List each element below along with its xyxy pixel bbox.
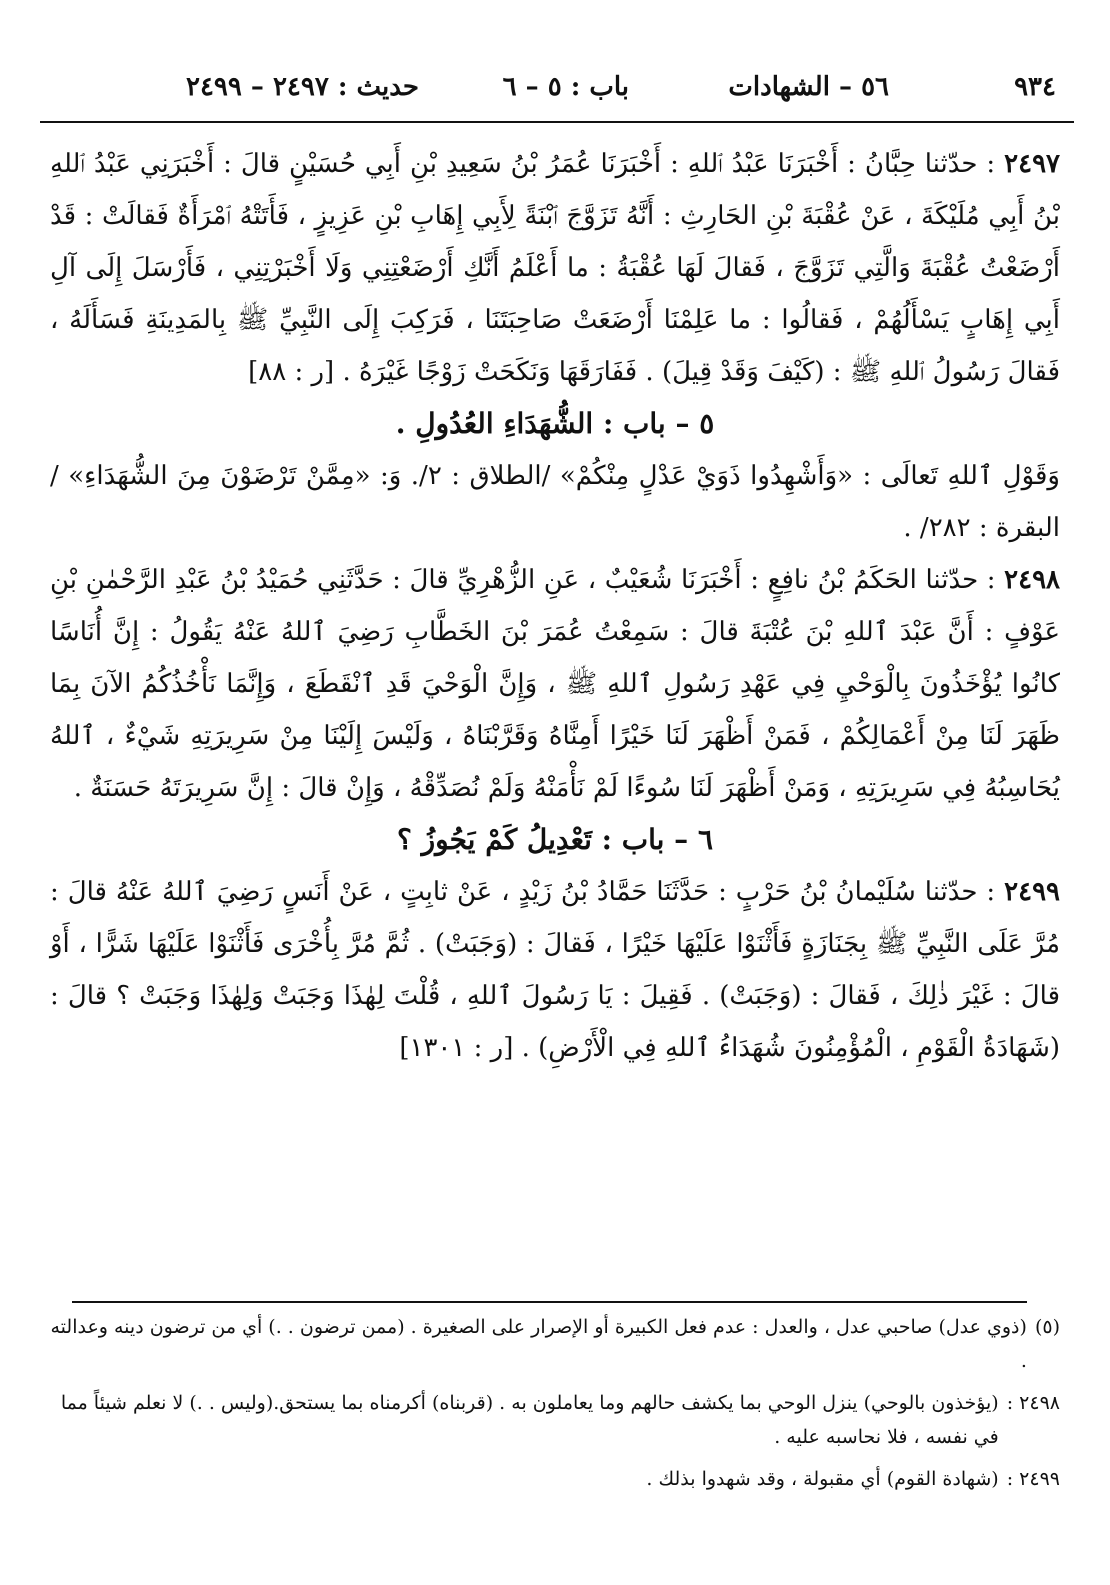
footnote-ref: ٢٤٩٩ : [1006, 1468, 1060, 1490]
running-header [40, 72, 1074, 112]
hadith-text: حدّثنا سُلَيْمانُ بْنُ حَرْبٍ : حَدَّثَنَا حَمَّادُ بْنُ زَيْدٍ ، عَنْ ثابِتٍ ، عَنْ أَنَسٍ رَضِيَ ٱللهُ عَنْهُ قالَ : مُرَّ عَلَى النَّبِيِّ ﷺ بِجَنَازَةٍ فَأَثْنَوْا عَلَيْهَا خَيْرًا ، فَقالَ : (وَجَبَتْ) . ثُمَّ مُرَّ بِأُخْرَى فَأَثْنَوْا عَلَيْهَا شَرًّا ، أَوْ قالَ : غَيْرَ ذٰلِكَ ، فَقالَ : (وَجَبَتْ) . فَقِيلَ : يَا رَسُولَ ٱللهِ ، قُلْتَ لِهٰذَا وَجَبَتْ وَلِهٰذَا وَجَبَتْ ؟ قالَ : (شَهَادَةُ الْقَوْمِ ، الْمُؤْمِنُونَ شُهَدَاءُ ٱللهِ فِي الْأَرْضِ) . [ر : ١٣٠١] [50, 877, 1060, 1063]
chapter-5-text: وَقَوْلِ ٱللهِ تَعالَى : «وَأَشْهِدُوا ذَوَيْ عَدْلٍ مِنْكُمْ» /الطلاق : ٢/. وَ: «مِمَّنْ تَرْضَوْنَ مِنَ الشُّهَدَاءِ» /البقرة : ٢٨٢/ . [50, 461, 1060, 543]
footnote-ref: (٥) [1034, 1316, 1060, 1338]
chapter-range: باب : ٥ – ٦ [502, 72, 629, 102]
hadith-range: حديث : ٢٤٩٧ – ٢٤٩٩ [185, 72, 419, 102]
header-rule [40, 121, 1074, 123]
footnote-5 [50, 1310, 1060, 1378]
hadith-separator: : [978, 565, 996, 595]
hadith-text: حدّثنا حِبَّانُ : أَخْبَرَنَا عَبْدُ ٱللهِ : أَخْبَرَنَا عُمَرُ بْنُ سَعِيدِ بْنِ أَبِي حُسَيْنٍ قالَ : أَخْبَرَنِي عَبْدُ ٱللهِ بْنُ أَبِي مُلَيْكَةَ ، عَنْ عُقْبَةَ بْنِ الحَارِثِ : أَنَّهُ تَزَوَّجَ ٱبْنَةً لِأَبِي إِهَابِ بْنِ عَزِيزٍ ، فَأَتَتْهُ ٱمْرَأَةٌ فَقالَتْ : قَدْ أَرْضَعْتُ عُقْبَةَ وَالَّتِي تَزَوَّجَ ، فَقالَ لَهَا عُقْبَةُ : ما أَعْلَمُ أَنَّكِ أَرْضَعْتِنِي وَلَا أَخْبَرْتِنِي ، فَأَرْسَلَ إِلَى آلِ أَبِي إِهَابٍ يَسْأَلُهُمْ ، فَقالُوا : ما عَلِمْنَا أَرْضَعَتْ صَاحِبَتَنَا ، فَرَكِبَ إِلَى النَّبِيِّ ﷺ بِالمَدِينَةِ فَسَأَلَهُ ، فَقالَ رَسُولُ ٱللهِ ﷺ : (كَيْفَ وَقَدْ قِيلَ) . فَفَارَقَهَا وَنَكَحَتْ زَوْجًا غَيْرَهُ . [ر : ٨٨] [50, 149, 1060, 387]
footnote-rule [72, 1301, 1027, 1303]
hadith-2497 [50, 138, 1060, 398]
main-text [50, 138, 1060, 1074]
footnote-2499 [50, 1462, 1060, 1496]
footnote-ref: ٢٤٩٨ : [1006, 1392, 1060, 1414]
chapter-heading-5: ٥ – باب : الشُّهَدَاءِ العُدُولِ . [395, 407, 715, 440]
hadith-number: ٢٤٩٨ [1004, 565, 1060, 595]
book-title: ٥٦ – الشهادات [728, 72, 889, 102]
hadith-text: حدّثنا الحَكَمُ بْنُ نافِعٍ : أَخْبَرَنَا شُعَيْبٌ ، عَنِ الزُّهْرِيِّ قالَ : حَدَّثَنِي حُمَيْدُ بْنُ عَبْدِ الرَّحْمٰنِ بْنِ عَوْفٍ : أَنَّ عَبْدَ ٱللهِ بْنَ عُتْبَةَ قالَ : سَمِعْتُ عُمَرَ بْنَ الخَطَّابِ رَضِيَ ٱللهُ عَنْهُ يَقُولُ : إِنَّ أُنَاسًا كانُوا يُؤْخَذُونَ بِالْوَحْيِ فِي عَهْدِ رَسُولِ ٱللهِ ﷺ ، وَإِنَّ الْوَحْيَ قَدِ ٱنْقَطَعَ ، وَإِنَّمَا نَأْخُذُكُمُ الآنَ بِمَا ظَهَرَ لَنَا مِنْ أَعْمَالِكُمْ ، فَمَنْ أَظْهَرَ لَنَا خَيْرًا أَمِنَّاهُ وَقَرَّبْنَاهُ ، وَلَيْسَ إِلَيْنَا مِنْ سَرِيرَتِهِ شَيْءٌ ، ٱللهُ يُحَاسِبُهُ فِي سَرِيرَتِهِ ، وَمَنْ أَظْهَرَ لَنَا سُوءًا لَمْ نَأْمَنْهُ وَلَمْ نُصَدِّقْهُ ، وَإِنْ قالَ : إِنَّ سَرِيرَتَهُ حَسَنَةٌ . [50, 565, 1060, 803]
footnote-2498 [50, 1386, 1060, 1454]
hadith-separator: : [977, 149, 996, 179]
hadith-2499 [50, 866, 1060, 1074]
hadith-2498 [50, 554, 1060, 814]
hadith-separator: : [977, 877, 996, 907]
footnote-text: (ذوي عدل) صاحبي عدل ، والعدل : عدم فعل الكبيرة أو الإصرار على الصغيرة . (ممن ترضون . .) أي من ترضون دينه وعدالته . [50, 1316, 1027, 1372]
footnote-text: (يؤخذون بالوحي) ينزل الوحي بما يكشف حالهم وما يعاملون به . (قربناه) أكرمناه بما يستحق.(وليس . .) لا نعلم شيئاً مما في نفسه ، فلا نحاسبه عليه . [60, 1392, 999, 1448]
hadith-number: ٢٤٩٧ [1004, 149, 1060, 179]
footnote-text: (شهادة القوم) أي مقبولة ، وقد شهدوا بذلك . [646, 1468, 999, 1490]
chapter-heading-6: ٦ – باب : تَعْدِيلُ كَمْ يَجُوزُ ؟ [397, 823, 713, 856]
footnotes [50, 1310, 1060, 1504]
page-number: ٩٣٤ [1014, 72, 1056, 102]
hadith-number: ٢٤٩٩ [1004, 877, 1060, 907]
